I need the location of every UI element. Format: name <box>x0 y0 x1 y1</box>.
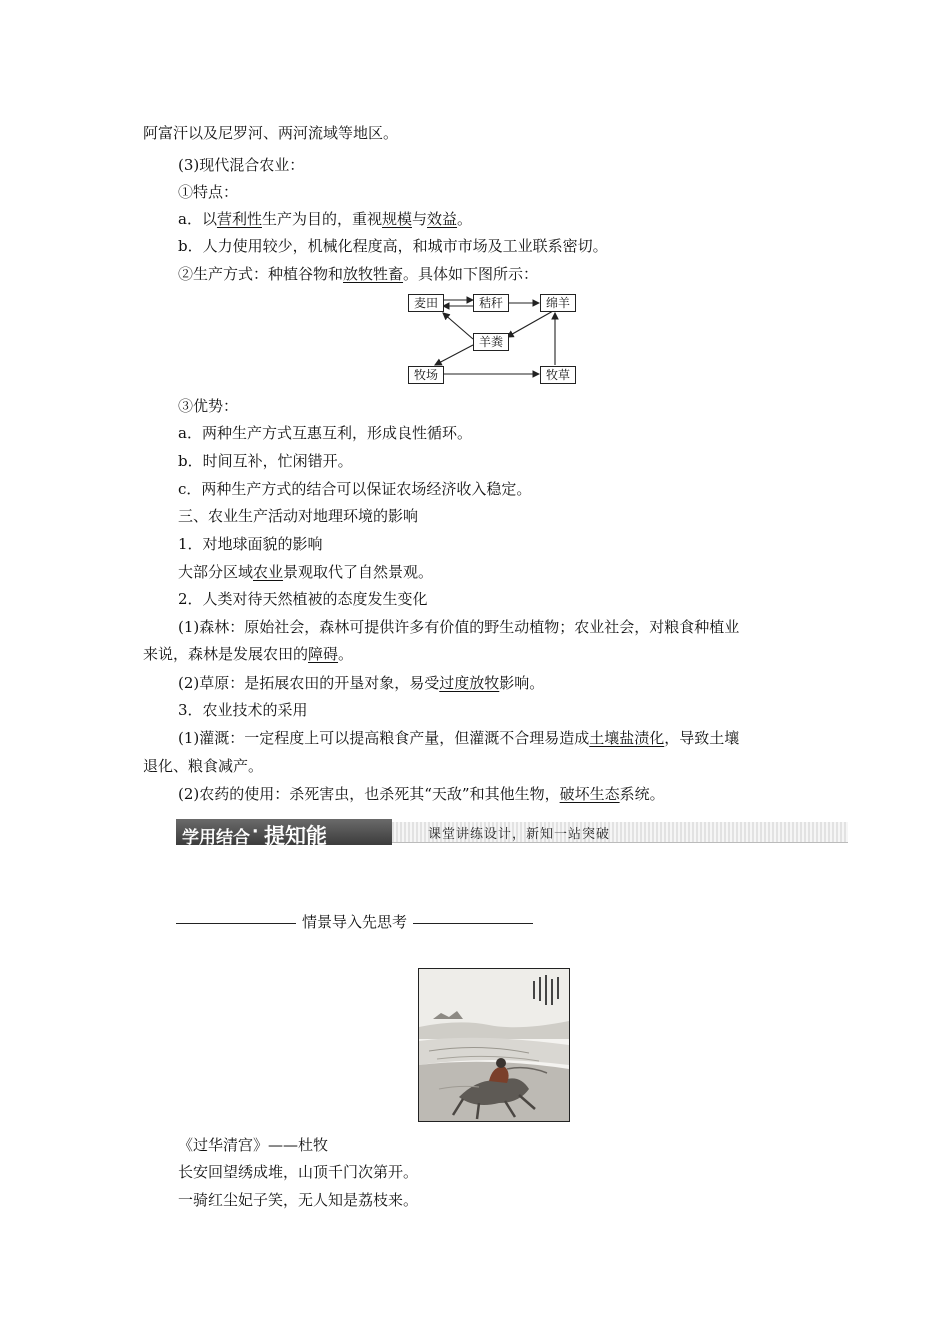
box-pasture: 牧场 <box>408 366 444 384</box>
text-line: 退化、粮食减产。 <box>143 757 264 775</box>
box-wheat-field: 麦田 <box>408 294 444 312</box>
text-segment: 景观取代了自然景观。 <box>283 563 434 581</box>
text-line: ①特点： <box>178 183 239 201</box>
poem-line: 长安回望绣成堆，山顶千门次第开。 <box>178 1163 419 1181</box>
banner-subtitle: 课堂讲练设计，新知一站突破 <box>428 827 611 842</box>
box-straw: 秸秆 <box>473 294 509 312</box>
mixed-farming-diagram <box>405 289 577 389</box>
text-line <box>178 209 472 229</box>
text-segment: 。 <box>457 210 473 228</box>
text-line <box>178 264 538 284</box>
text-line: ③优势： <box>178 397 239 415</box>
text-segment: (2)草原：是拓展农田的开垦对象，易受 <box>178 674 440 692</box>
text-line: c．两种生产方式的结合可以保证农场经济收入稳定。 <box>178 480 532 498</box>
text-segment: 与 <box>412 210 428 228</box>
underlined-keyword: 放牧牲畜 <box>343 265 404 283</box>
text-segment: 。具体如下图所示： <box>403 265 539 283</box>
underlined-keyword: 规模 <box>381 210 412 228</box>
banner-title-block <box>176 819 392 848</box>
text-line <box>143 644 353 664</box>
underlined-keyword: 障碍 <box>308 645 339 663</box>
underlined-keyword: 效益 <box>427 210 458 228</box>
underlined-keyword: 土壤盐渍化 <box>589 729 665 747</box>
text-segment: a．以 <box>178 210 217 228</box>
text-line: 阿富汗以及尼罗河、两河流域等地区。 <box>143 124 399 142</box>
box-manure: 羊粪 <box>473 333 509 351</box>
text-line <box>178 562 433 582</box>
banner-subtitle-block <box>392 822 848 843</box>
section-title: 三、农业生产活动对地理环境的影响 <box>178 507 419 525</box>
text-line: b．人力使用较少，机械化程度高，和城市市场及工业联系密切。 <box>178 237 608 255</box>
underlined-keyword: 过度放牧 <box>439 674 500 692</box>
poem-title: 《过华清宫》——杜牧 <box>178 1136 329 1154</box>
banner-title-b: 提知能 <box>264 824 327 848</box>
text-segment: ，导致土壤 <box>664 729 740 747</box>
text-line: (3)现代混合农业： <box>178 156 305 174</box>
horse-rider-painting <box>418 968 570 1122</box>
box-forage: 牧草 <box>540 366 576 384</box>
heading-text: 情景导入先思考 <box>302 913 408 931</box>
text-segment: 生产为目的，重视 <box>261 210 382 228</box>
heading-dash-left <box>176 923 296 924</box>
text-line <box>178 784 665 804</box>
text-line: (1)森林：原始社会，森林可提供许多有价值的野生动植物；农业社会，对粮食种植业 <box>178 618 740 636</box>
text-line: a．两种生产方式互惠互利，形成良性循环。 <box>178 424 472 442</box>
text-segment: 影响。 <box>499 674 545 692</box>
section-banner <box>176 819 848 848</box>
painting-illustration <box>419 969 569 1121</box>
text-segment: 。 <box>338 645 354 663</box>
underlined-keyword: 破坏生态 <box>559 785 620 803</box>
text-segment: ②生产方式：种植谷物和 <box>178 265 344 283</box>
heading-dash-right <box>413 923 533 924</box>
text-segment: 大部分区域 <box>178 563 254 581</box>
text-segment: (2)农药的使用：杀死害虫，也杀死其“天敌”和其他生物， <box>178 785 560 803</box>
poem-line: 一骑红尘妃子笑，无人知是荔枝来。 <box>178 1191 419 1209</box>
text-segment: (1)灌溉：一定程度上可以提高粮食产量，但灌溉不合理易造成 <box>178 729 590 747</box>
scenario-heading <box>176 912 539 932</box>
underlined-keyword: 农业 <box>253 563 284 581</box>
text-line: b．时间互补，忙闲错开。 <box>178 452 353 470</box>
text-line: 2．人类对待天然植被的态度发生变化 <box>178 590 428 608</box>
text-line <box>178 728 739 748</box>
text-line: 1．对地球面貌的影响 <box>178 535 323 553</box>
banner-title-a: 学用结合 <box>182 828 250 848</box>
text-segment: 来说，森林是发展农田的 <box>143 645 309 663</box>
text-segment: 系统。 <box>619 785 665 803</box>
text-line: 3．农业技术的采用 <box>178 701 308 719</box>
banner-dot: · <box>252 822 259 842</box>
box-sheep: 绵羊 <box>540 294 576 312</box>
text-line <box>178 673 544 693</box>
underlined-keyword: 营利性 <box>216 210 262 228</box>
